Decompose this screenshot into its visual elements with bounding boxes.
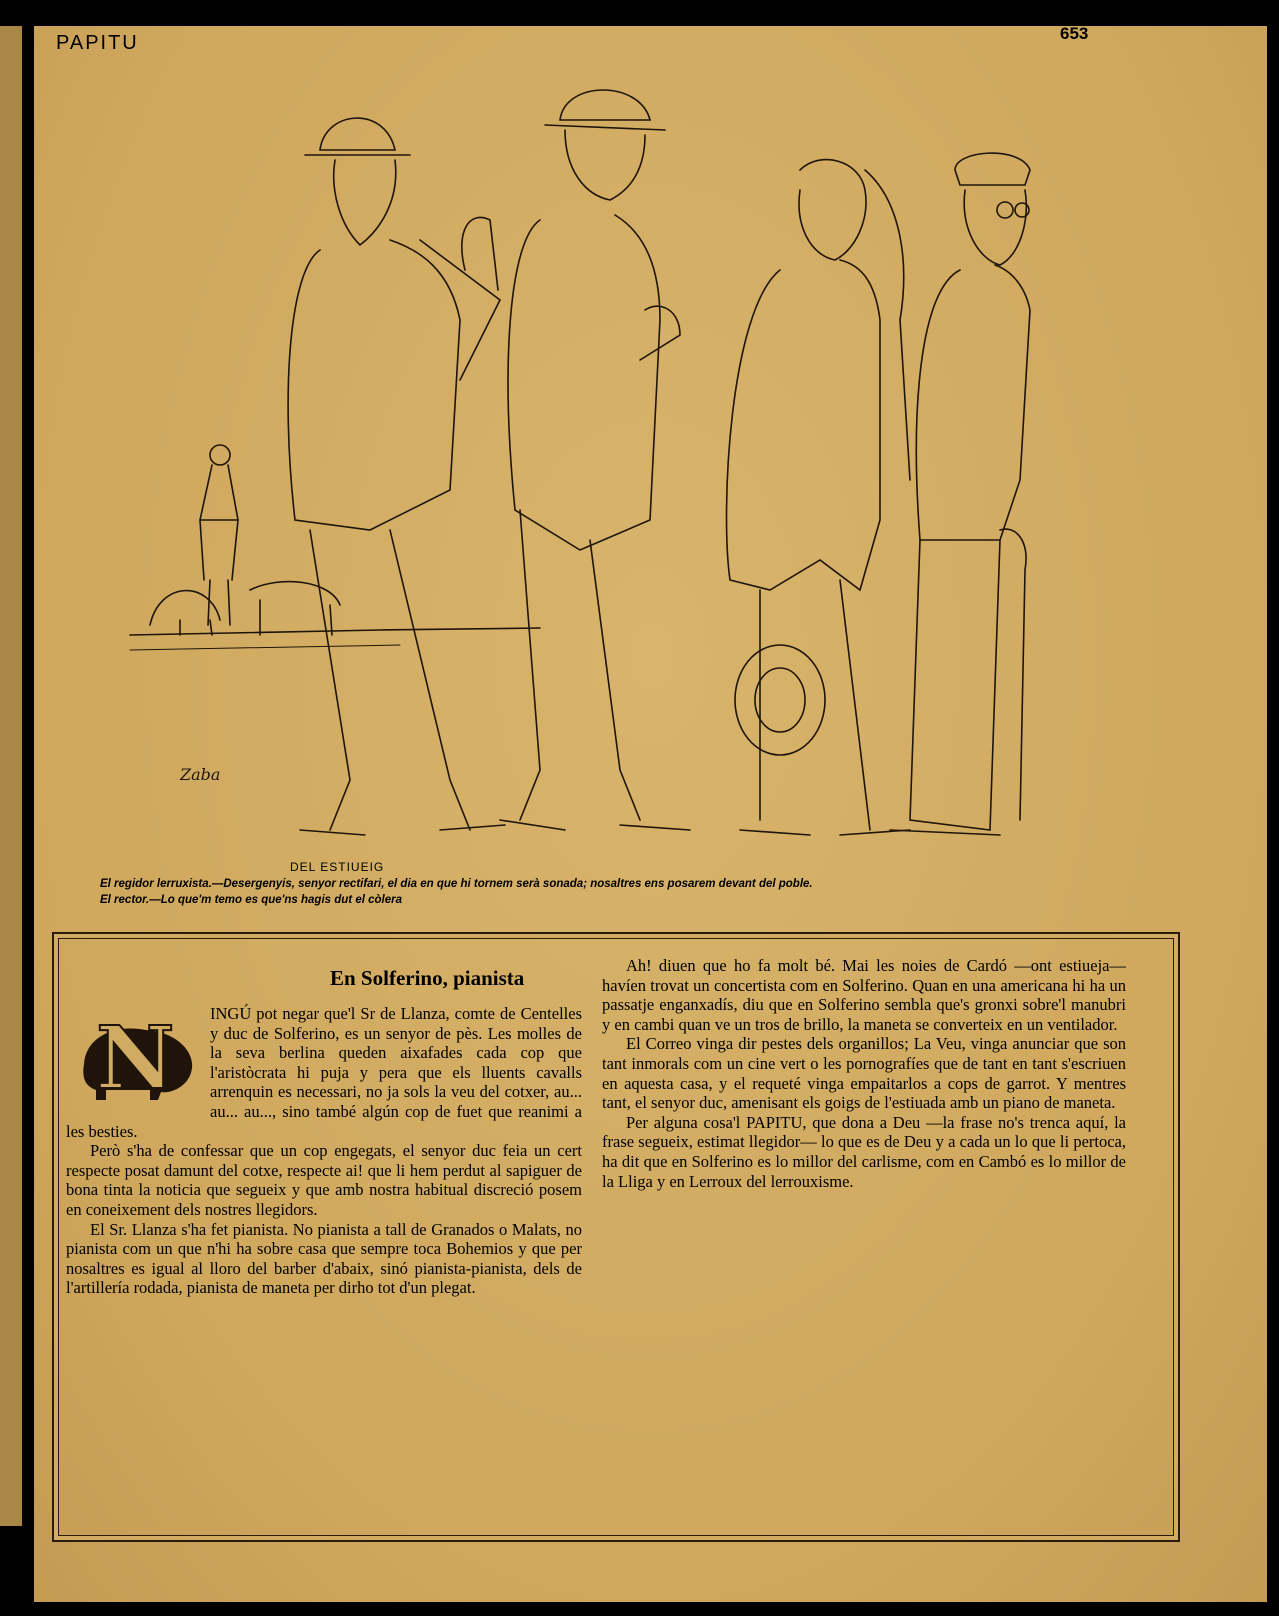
artist-signature: Zaba	[180, 765, 221, 784]
dropcap-letter: N	[96, 1008, 175, 1102]
article-column-1	[66, 1004, 582, 1298]
long-haired-man-figure	[727, 160, 910, 835]
caption-line-2	[100, 894, 1000, 906]
caption-speaker: El rector.	[100, 894, 150, 906]
page-number: 653	[1060, 24, 1089, 43]
dropcap-illustration	[66, 1006, 200, 1102]
caption-speaker: El regidor lerruxista.	[100, 878, 212, 890]
article-column-2	[602, 956, 1126, 1191]
priest-figure	[890, 153, 1030, 835]
publication-header: PAPITU	[56, 32, 139, 54]
ground-line	[130, 628, 540, 635]
cartoon-title: DEL ESTIUEIG	[290, 860, 385, 874]
background-animals	[150, 582, 340, 635]
paragraph: Per alguna cosa'l PAPITU, que dona a Deu —la frase no's trenca aquí, la frase segueix, estimat llegidor— lo que es de Deu y a cada un lo que li pertoca, ha dit que en Solferino es lo millor del carlisme, com en Cambó es lo millor de la Lliga y en Lerroux del lerrouxisme.	[602, 1112, 1126, 1191]
paragraph: El Sr. Llanza s'ha fet pianista. No pianista a tall de Granados o Malats, no pianista com un que n'hi ha sobre casa que sempre toca Bohemios y que per nosaltres es igual al lloro del barber d'abaix, sinó pianista-pianista, dels de l'artillería rodada, pianista de maneta per dirho tot d'un plegat.	[66, 1219, 582, 1298]
paragraph: Ah! diuen que ho fa molt bé. Mai les noies de Cardó —ont estiueja— havíen trovat un concertista com en Solferino. Quan en una americana hi ha un passatje enganxadís, diu que en Solferino sembla que's gronxi sobre'l manubri y en cambi quan ve un tros de brillo, la maneta se converteix en un ventilador.	[602, 956, 1126, 1034]
paragraph: Però s'ha de confessar que un cop engegats, el senyor duc feia un cert respecte posat damunt del cotxe, respecte ai! que li hem perdut al sapiguer de bona tinta la noticia que segueix y que amb nostra habitual discreció posem en coneixement dels nostres llegidors.	[66, 1141, 582, 1219]
caption-line-1	[100, 878, 1000, 890]
cartoon-illustration	[120, 60, 1080, 880]
paragraph: El Correo vinga dir pestes dels organillos; La Veu, vinga anunciar que son tant inmorals com un cine vert o les pornografíes que de tant en tant s'escriuen en aquesta casa, y el requeté vinga empaitarlos a cops de garrot. Y mentres tant, el senyor duc, amenisant els goigs de l'estiuada amb un piano de maneta.	[602, 1034, 1126, 1113]
caption-text: —Lo que'm temo es que'ns hagis dut el còlera	[149, 894, 402, 906]
paragraph: INGÚ pot negar que'l Sr de Llanza, comte de Centelles y duc de Solferino, es un senyor de pès. Les molles de la seva berlina queden aixafades cada cop que l'aristòcrata hi puja y pera que els lluents cavalls arrenquin es necessari, no ja sols la veu del cotxer, au... au... au..., sino també algún cop de fuet que reanimi a les besties.	[66, 1004, 582, 1141]
adjacent-page-edge	[0, 26, 22, 1526]
article-title: En Solferino, pianista	[330, 966, 525, 990]
mustached-man-figure	[500, 90, 690, 830]
bearded-man-figure	[288, 118, 505, 835]
caption-text: —Desergenyis, senyor rectifari, el dia en que hi tornem serà sonada; nosaltres ens posarem devant del poble.	[211, 878, 813, 890]
